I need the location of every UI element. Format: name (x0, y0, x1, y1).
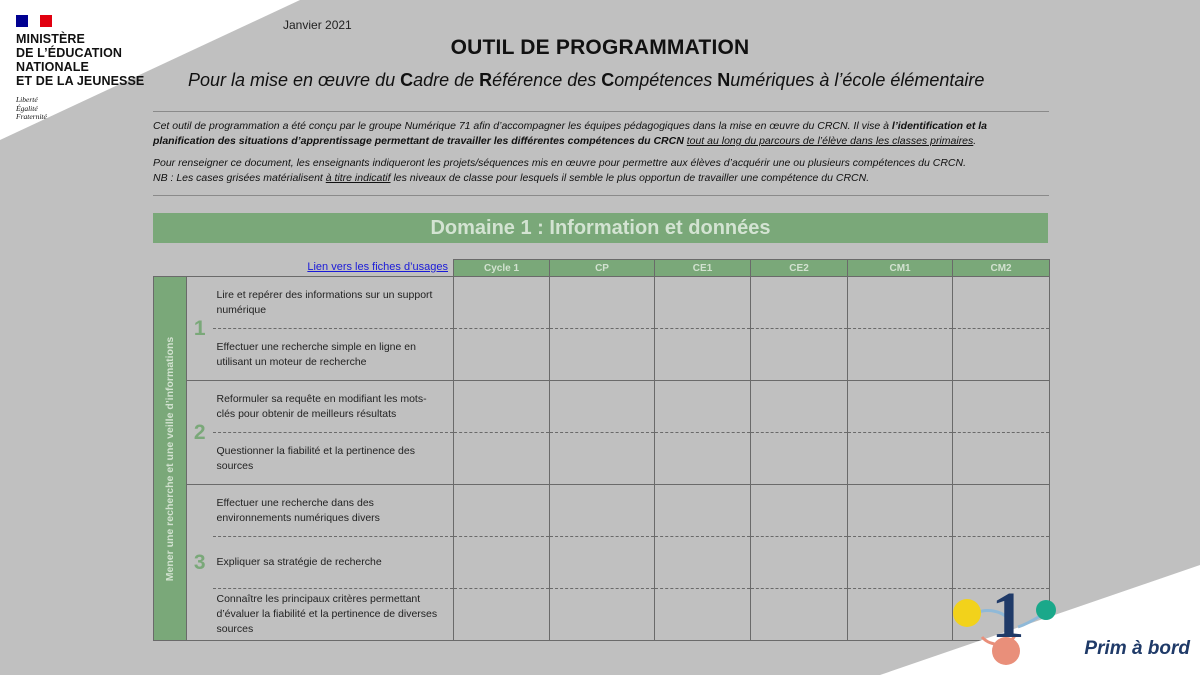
table-row (154, 277, 1050, 329)
planning-cell[interactable] (848, 381, 953, 433)
planning-cell[interactable] (655, 589, 751, 641)
planning-cell[interactable] (848, 433, 953, 485)
table-row (154, 433, 1050, 485)
planning-cell[interactable] (953, 381, 1050, 433)
planning-cell[interactable] (655, 381, 751, 433)
competence-label: Expliquer sa stratégie de recherche (213, 537, 454, 589)
planning-cell[interactable] (953, 277, 1050, 329)
ministry-name: MINISTÈRE DE L’ÉDUCATION NATIONALE ET DE LA JEUNESSE (16, 32, 145, 88)
column-header: CP (550, 260, 655, 277)
french-flag-icon (16, 15, 52, 27)
divider (153, 195, 1049, 196)
competence-label: Effectuer une recherche simple en ligne en utilisant un moteur de recherche (213, 329, 454, 381)
planning-cell[interactable] (454, 433, 550, 485)
republic-motto: Liberté Égalité Fraternité (16, 95, 47, 121)
table-row (154, 381, 1050, 433)
planning-cell[interactable] (848, 485, 953, 537)
column-header: CE2 (751, 260, 848, 277)
page-title: OUTIL DE PROGRAMMATION (450, 36, 750, 59)
competence-label: Connaître les principaux critères permettant d’évaluer la fiabilité et la pertinence de diverses sources (213, 589, 454, 641)
planning-cell[interactable] (550, 329, 655, 381)
header-blank (154, 260, 454, 277)
competence-label: Lire et repérer des informations sur un support numérique (213, 277, 454, 329)
competence-label: Effectuer une recherche dans des environnements numériques divers (213, 485, 454, 537)
competence-label: Reformuler sa requête en modifiant les mots-clés pour obtenir de meilleurs résultats (213, 381, 454, 433)
prim-a-bord-label: Prim à bord (1084, 638, 1190, 659)
instructions-paragraph: Pour renseigner ce document, les enseignants indiqueront les projets/séquences mis en œuvre pour permettre aux élèves d’acquérir une ou plusieurs compétences du CRCN. NB : Les cases grisées matérialisent à titre indicatif les niveaux de classe pour lesquels il semble le plus opportun de travailler une compétence du CRCN. (153, 157, 967, 184)
planning-cell[interactable] (550, 485, 655, 537)
competence-label: Questionner la fiabilité et la pertinence des sources (213, 433, 454, 485)
planning-cell[interactable] (454, 277, 550, 329)
column-header: Cycle 1 (454, 260, 550, 277)
planning-cell[interactable] (454, 537, 550, 589)
svg-text:1: 1 (991, 579, 1025, 652)
planning-cell[interactable] (550, 277, 655, 329)
planning-cell[interactable] (751, 329, 848, 381)
planning-cell[interactable] (751, 277, 848, 329)
planning-cell[interactable] (655, 277, 751, 329)
competence-axis (154, 277, 187, 641)
competence-number: 3 (187, 485, 213, 641)
planning-cell[interactable] (751, 485, 848, 537)
planning-cell[interactable] (953, 485, 1050, 537)
planning-cell[interactable] (751, 537, 848, 589)
planning-cell[interactable] (454, 329, 550, 381)
intro-paragraph: Cet outil de programmation a été conçu par le groupe Numérique 71 afin d’accompagner les équipes pédagogiques dans la mise en œuvre du CRCN. Il vise à l’identification et la planification des situations d’apprentissage permettant de travailler les différentes compétences du CRCN tout au long du parcours de l’élève dans les classes primaires. (153, 120, 988, 147)
planning-cell[interactable] (848, 329, 953, 381)
prim-a-bord-logo (870, 565, 1200, 675)
planning-cell[interactable] (454, 485, 550, 537)
planning-cell[interactable] (848, 277, 953, 329)
planning-cell[interactable] (953, 329, 1050, 381)
planning-cell[interactable] (655, 433, 751, 485)
document-date: Janvier 2021 (283, 18, 352, 32)
planning-cell[interactable] (751, 433, 848, 485)
usage-sheets-link[interactable]: Lien vers les fiches d’usages (307, 261, 448, 273)
competence-number: 2 (187, 381, 213, 485)
page-subtitle: Pour la mise en œuvre du Cadre de Référence des Compétences Numériques à l’école élémentaire (188, 70, 985, 90)
table-header-row (154, 260, 1050, 277)
axis-label: Mener une recherche et une veille d’informations (164, 336, 176, 581)
column-header: CM1 (848, 260, 953, 277)
divider (153, 111, 1049, 112)
table-row (154, 329, 1050, 381)
planning-cell[interactable] (550, 589, 655, 641)
competence-number: 1 (187, 277, 213, 381)
planning-cell[interactable] (550, 433, 655, 485)
ministry-logo (0, 0, 200, 135)
planning-cell[interactable] (550, 381, 655, 433)
column-header: CM2 (953, 260, 1050, 277)
column-header: CE1 (655, 260, 751, 277)
planning-cell[interactable] (655, 329, 751, 381)
planning-cell[interactable] (655, 537, 751, 589)
planning-cell[interactable] (454, 589, 550, 641)
planning-cell[interactable] (655, 485, 751, 537)
domain-title: Domaine 1 : Information et données (153, 213, 1048, 243)
planning-cell[interactable] (454, 381, 550, 433)
table-row (154, 485, 1050, 537)
planning-cell[interactable] (550, 537, 655, 589)
planning-cell[interactable] (751, 381, 848, 433)
planning-cell[interactable] (953, 433, 1050, 485)
planning-cell[interactable] (751, 589, 848, 641)
